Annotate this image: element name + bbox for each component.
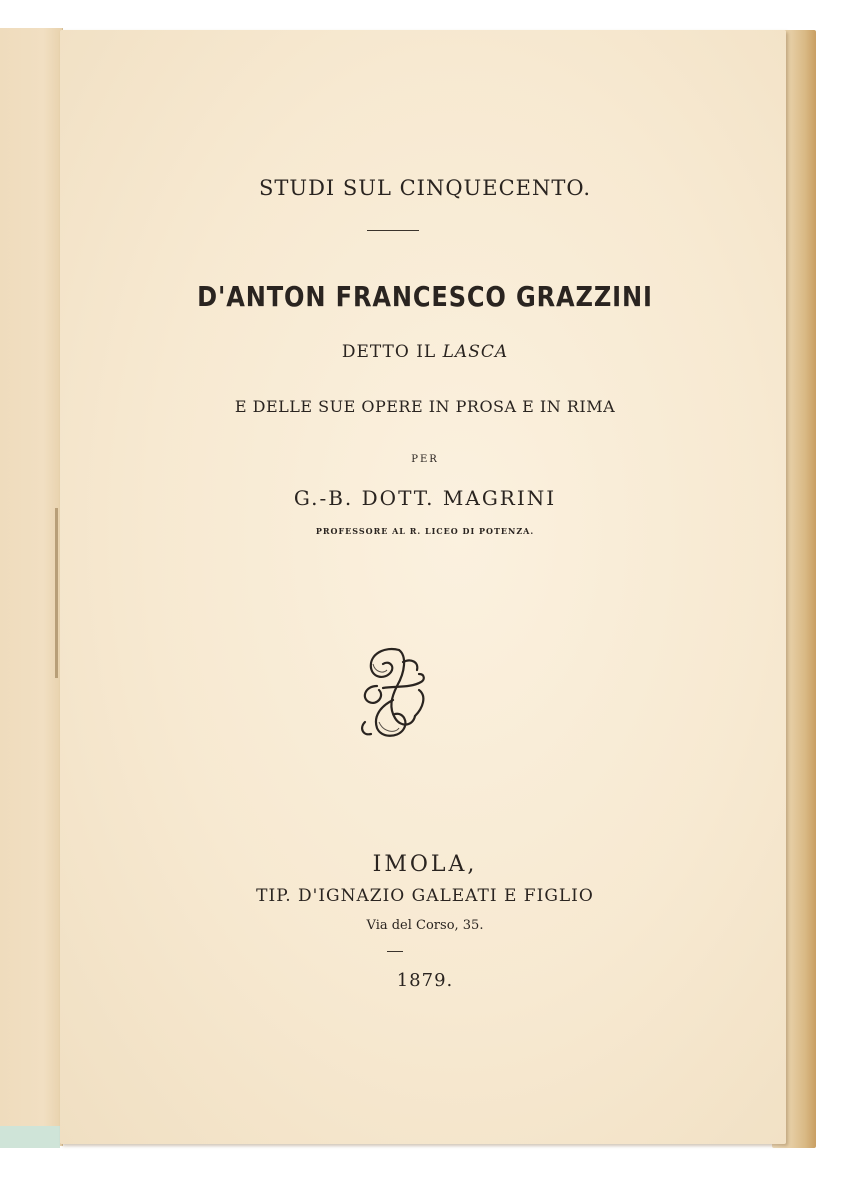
short-rule xyxy=(387,951,403,952)
printer-address: Via del Corso, 35. xyxy=(366,918,484,933)
monogram-ornament xyxy=(355,642,431,742)
publication-year: 1879. xyxy=(396,970,454,991)
printer-name: TIP. D'IGNAZIO GALEATI E FIGLIO xyxy=(256,886,594,906)
book-description: E DELLE SUE OPERE IN PROSA E IN RIMA xyxy=(234,397,616,416)
book-title: D'ANTON FRANCESCO GRAZZINI xyxy=(197,280,653,313)
by-line: PER xyxy=(411,454,439,465)
author-name: G.-B. DOTT. MAGRINI xyxy=(293,486,557,510)
subtitle-prefix: DETTO IL xyxy=(341,342,437,362)
series-title: STUDI SUL CINQUECENTO. xyxy=(258,176,592,200)
book-subtitle xyxy=(0,342,850,362)
subtitle-name: LASCA xyxy=(442,342,509,362)
divider-rule xyxy=(367,230,419,231)
cover-edge xyxy=(0,1126,60,1148)
author-position: PROFESSORE AL R. LICEO DI POTENZA. xyxy=(315,526,535,536)
publisher-city: IMOLA, xyxy=(372,852,478,877)
